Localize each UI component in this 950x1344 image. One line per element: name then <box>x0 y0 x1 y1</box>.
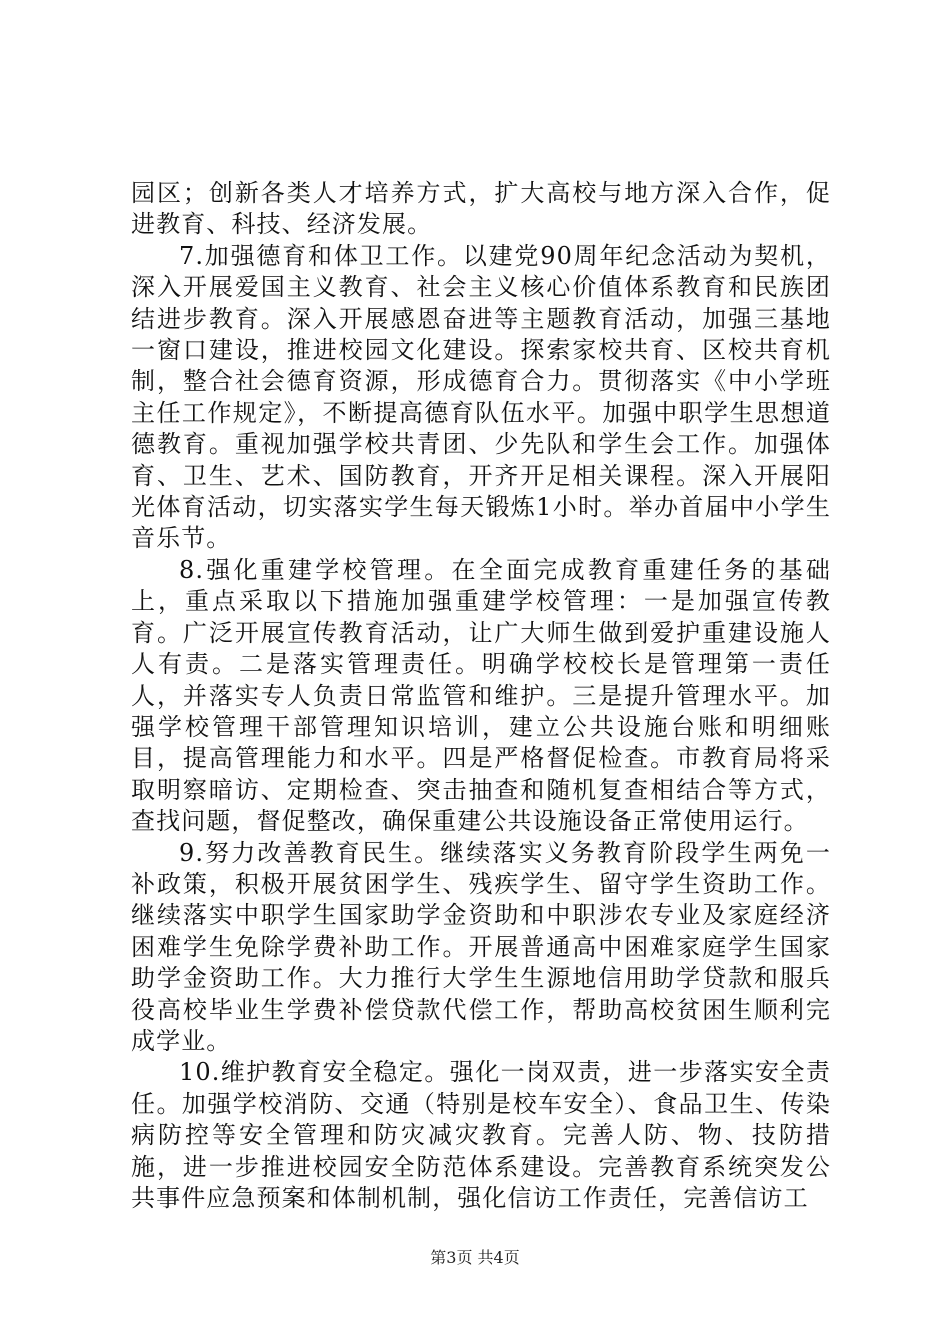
page-footer <box>0 1245 950 1268</box>
paragraph-item-10: 10.维护教育安全稳定。强化一岗双责，进一步落实安全责任。加强学校消防、交通（特别是校车安全）、食品卫生、传染病防控等安全管理和防灾减灾教育。完善人防、物、技防措施，进一步推进校园安全防范体系建设。完善教育系统突发公共事件应急预案和体制机制，强化信访工作责任，完善信访工 <box>131 1058 831 1212</box>
page-number-label: 第3页 共4页 <box>430 1248 520 1267</box>
paragraph-item-7: 7.加强德育和体卫工作。以建党90周年纪念活动为契机，深入开展爱国主义教育、社会主义核心价值体系教育和民族团结进步教育。深入开展感恩奋进等主题教育活动，加强三基地一窗口建设，推进校园文化建设。探索家校共育、区校共育机制，整合社会德育资源，形成德育合力。贯彻落实《中小学班主任工作规定》，不断提高德育队伍水平。加强中职学生思想道德教育。重视加强学校共青团、少先队和学生会工作。加强体育、卫生、艺术、国防教育，开齐开足相关课程。深入开展阳光体育活动，切实落实学生每天锻炼1小时。举办首届中小学生音乐节。 <box>131 241 831 553</box>
paragraph-item-8: 8.强化重建学校管理。在全面完成教育重建任务的基础上，重点采取以下措施加强重建学校管理：一是加强宣传教育。广泛开展宣传教育活动，让广大师生做到爱护重建设施人人有责。二是落实管理责任。明确学校校长是管理第一责任人，并落实专人负责日常监管和维护。三是提升管理水平。加强学校管理干部管理知识培训，建立公共设施台账和明细账目，提高管理能力和水平。四是严格督促检查。市教育局将采取明察暗访、定期检查、突击抽查和随机复查相结合等方式，查找问题，督促整改，确保重建公共设施设备正常使用运行。 <box>131 555 831 836</box>
paragraph-continuation: 园区；创新各类人才培养方式，扩大高校与地方深入合作，促进教育、科技、经济发展。 <box>131 179 831 239</box>
paragraph-item-9: 9.努力改善教育民生。继续落实义务教育阶段学生两免一补政策，积极开展贫困学生、残疾学生、留守学生资助工作。继续落实中职学生国家助学金资助和中职涉农专业及家庭经济困难学生免除学费补助工作。开展普通高中困难家庭学生国家助学金资助工作。大力推行大学生生源地信用助学贷款和服兵役高校毕业生学费补偿贷款代偿工作，帮助高校贫困生顺利完成学业。 <box>131 838 831 1055</box>
document-body <box>131 178 831 1214</box>
